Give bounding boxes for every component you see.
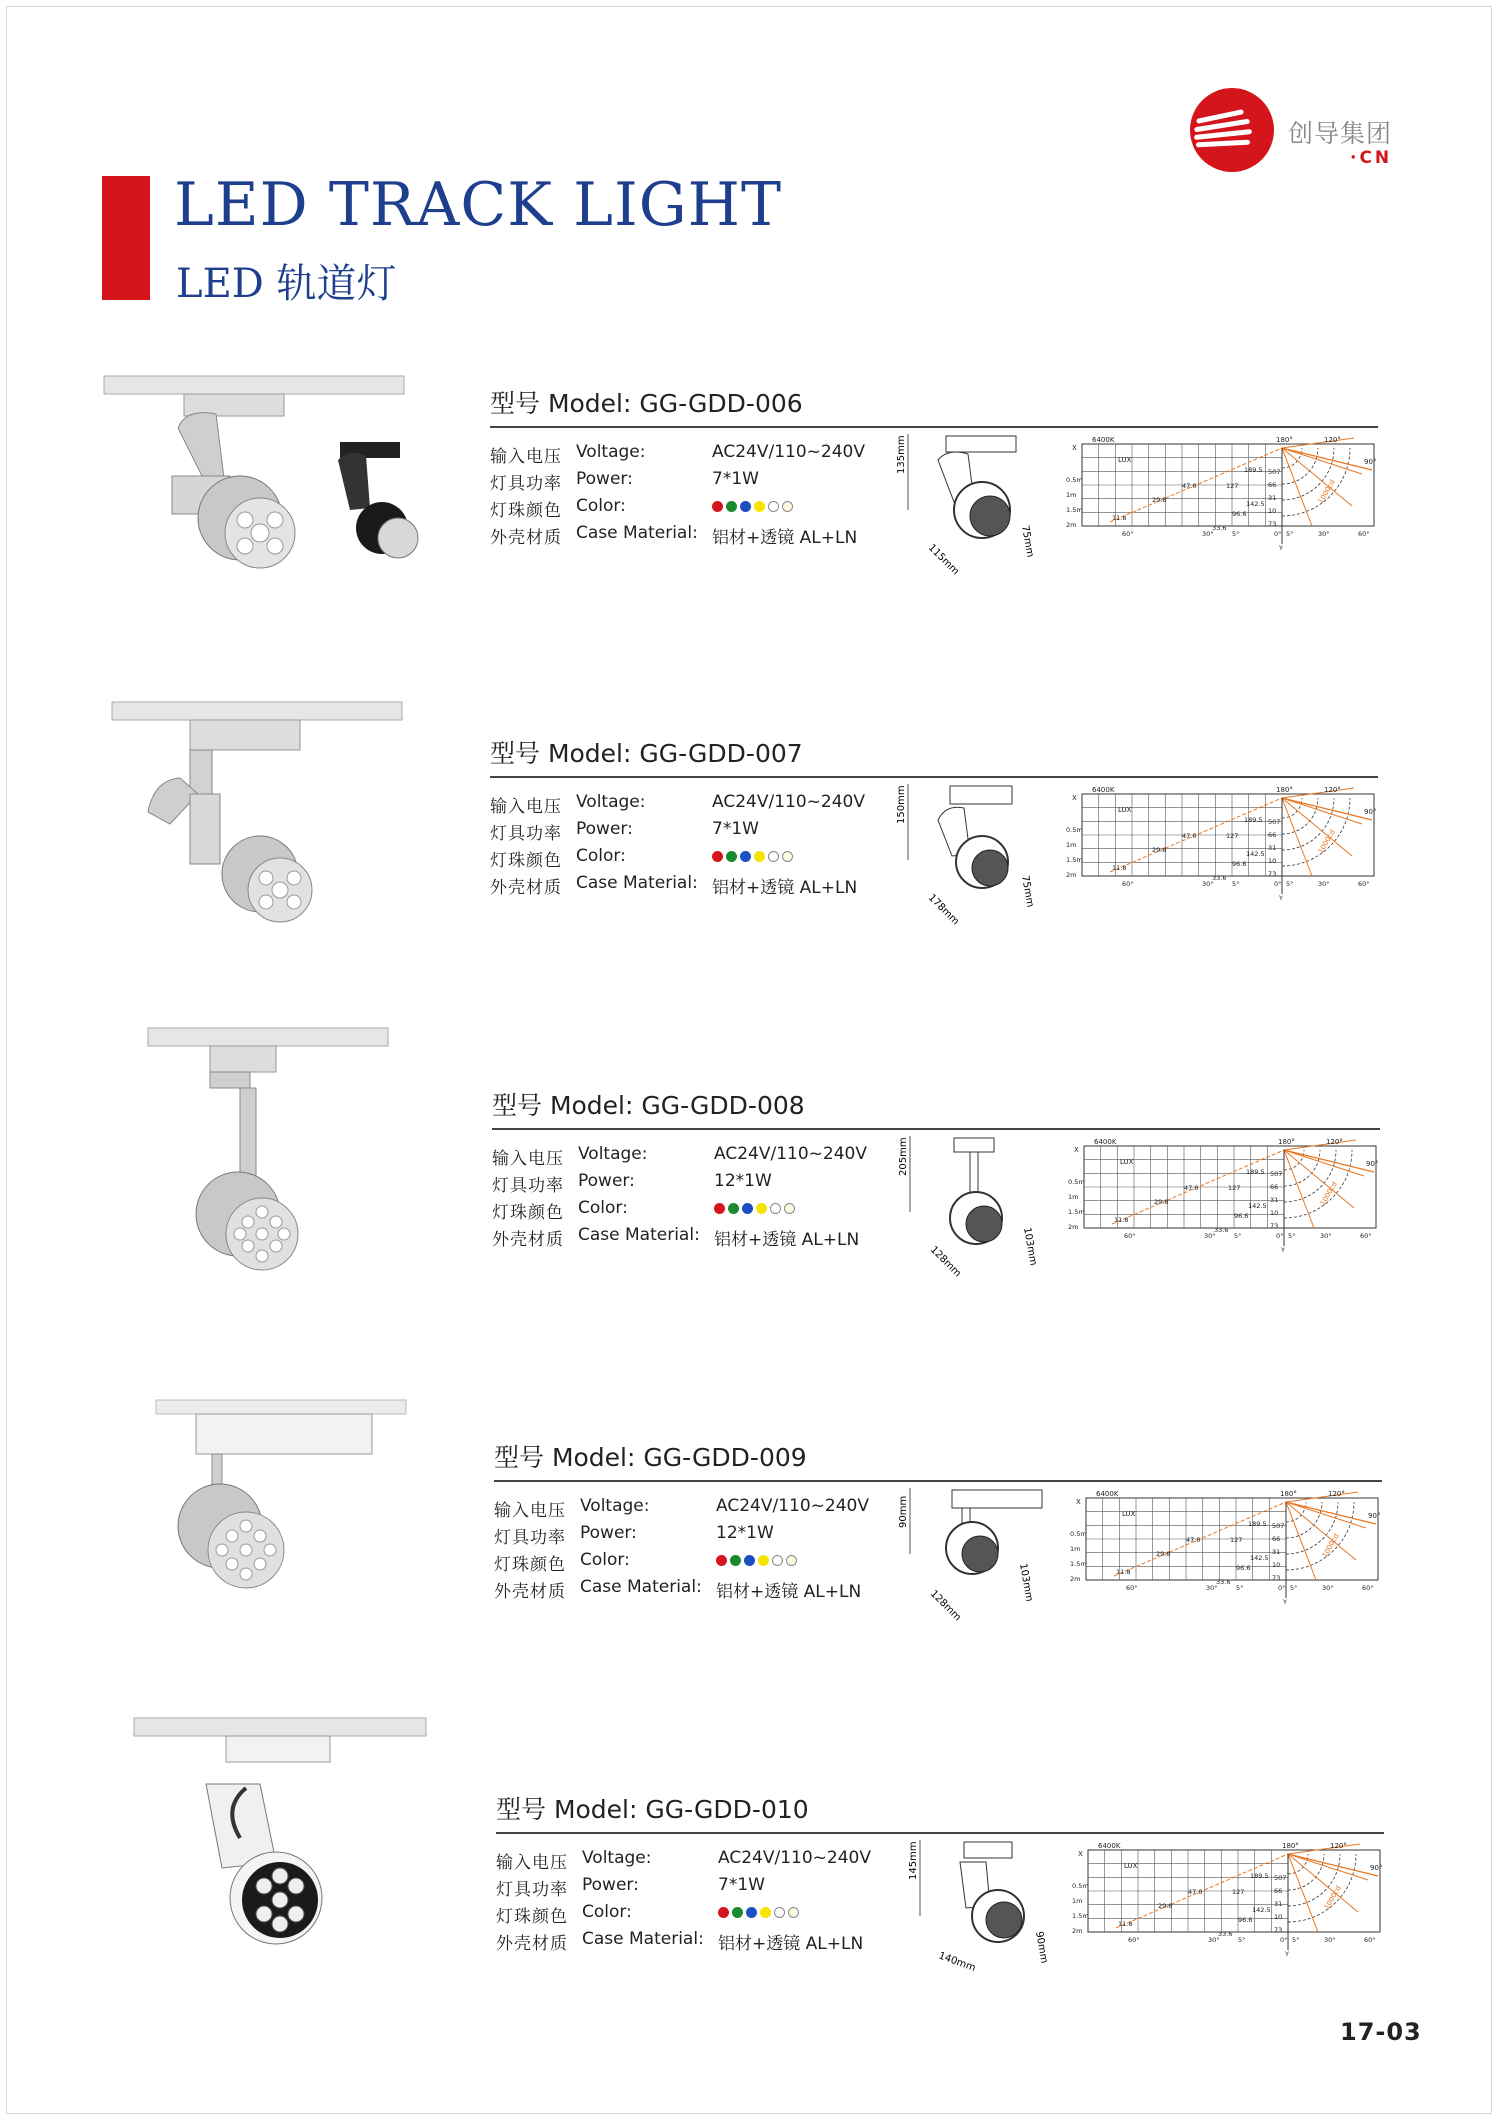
led-color-dot (730, 1555, 741, 1566)
dim-height: 135mm (896, 435, 907, 474)
led-color-dot (754, 851, 765, 862)
axis-x-label: X (1072, 794, 1077, 802)
beam-cd-label: 1000cd (1318, 1180, 1339, 1207)
lux-value: 47.0 (1182, 832, 1197, 840)
angle-label: 0° (1276, 1232, 1284, 1240)
lux-value: 96.6 (1232, 860, 1247, 868)
angle-label: 120° (1324, 436, 1341, 444)
lux-value: 31 (1268, 494, 1277, 502)
angle-label: 180° (1276, 786, 1293, 794)
iso-candela-arc (1288, 1854, 1356, 1922)
lux-value: 96.6 (1232, 510, 1247, 518)
led-color-dot (728, 1203, 739, 1214)
angle-label: 180° (1280, 1490, 1297, 1498)
dim-depth: 128mm (927, 1244, 963, 1280)
distance-label: 1m (1072, 1897, 1083, 1905)
lux-value: 73 (1270, 1222, 1279, 1230)
cct-label: 6400K (1096, 1490, 1119, 1498)
iso-candela-arc (1286, 1502, 1354, 1570)
lux-value: 33.6 (1216, 1578, 1231, 1586)
dim-diameter: 103mm (1021, 1226, 1039, 1267)
angle-label: 180° (1278, 1138, 1295, 1146)
dim-height: 145mm (908, 1841, 919, 1880)
lux-value: 66 (1268, 831, 1277, 839)
track-light-photo-010 (130, 1718, 460, 2038)
iso-candela-arc (1282, 798, 1350, 866)
model-divider (494, 1480, 1382, 1482)
lux-value: 96.6 (1236, 1564, 1251, 1572)
angle-label: 60° (1122, 880, 1134, 888)
angle-label: 60° (1364, 1936, 1376, 1944)
dim-depth: 178mm (925, 892, 961, 928)
lux-value: 507 (1272, 1522, 1285, 1530)
page-number: 17-03 (1340, 2018, 1422, 2046)
lux-value: 33.6 (1214, 1226, 1229, 1234)
lux-value: 10 (1274, 1913, 1283, 1921)
brand-domain: ·CN (1350, 148, 1393, 168)
distance-label: 2m (1072, 1927, 1083, 1935)
lux-value: 31 (1268, 844, 1277, 852)
model-number: 型号 Model: GG-GDD-006 (490, 389, 803, 418)
led-color-dot (774, 1907, 785, 1918)
lux-value: 96.6 (1238, 1916, 1253, 1924)
model-number: 型号 Model: GG-GDD-009 (494, 1443, 807, 1472)
angle-label: 0° (1278, 1584, 1286, 1592)
lux-value: 507 (1268, 818, 1281, 826)
model-number: 型号 Model: GG-GDD-007 (490, 739, 803, 768)
lux-value: 47.0 (1188, 1888, 1203, 1896)
lux-value: 47.0 (1184, 1184, 1199, 1192)
cct-label: 6400K (1094, 1138, 1117, 1146)
page-subtitle: LED 轨道灯 (176, 261, 397, 307)
angle-label: 90° (1364, 808, 1377, 816)
angle-label: 5° (1288, 1232, 1296, 1240)
led-color-dot (768, 851, 779, 862)
track-light-photo-007 (110, 694, 440, 1014)
spec-power: 灯具功率 Power: 12*1W (492, 1171, 772, 1196)
lux-value: 66 (1272, 1535, 1281, 1543)
led-color-dot (726, 501, 737, 512)
dim-diameter: 90mm (1033, 1930, 1050, 1965)
led-color-dot (746, 1907, 757, 1918)
led-color-dot (772, 1555, 783, 1566)
angle-label: 60° (1128, 1936, 1140, 1944)
lux-value: 189.5 (1244, 816, 1263, 824)
led-color-swatches (716, 1555, 797, 1566)
lux-label: LUX (1118, 806, 1132, 814)
lux-value: 47.0 (1182, 482, 1197, 490)
lux-value: 66 (1268, 481, 1277, 489)
distance-label: 2m (1066, 521, 1077, 529)
lux-value: 73 (1268, 520, 1277, 528)
angle-label: 90° (1366, 1160, 1379, 1168)
angle-label: 120° (1328, 1490, 1345, 1498)
light-distribution-chart-010 (1072, 1840, 1386, 1958)
cct-label: 6400K (1092, 436, 1115, 444)
angle-label: 0° (1274, 530, 1282, 538)
spec-power: 灯具功率 Power: 7*1W (496, 1875, 765, 1900)
lux-value: 10 (1268, 507, 1277, 515)
light-distribution-chart-007 (1066, 784, 1380, 902)
angle-label: 30° (1322, 1584, 1334, 1592)
spec-material: 外壳材质 Case Material: 铝材+透镜 AL+LN (494, 1577, 862, 1602)
angle-label: 90° (1364, 458, 1377, 466)
led-color-dot (784, 1203, 795, 1214)
brand-logo (1190, 88, 1450, 174)
dim-height: 90mm (898, 1495, 909, 1528)
track-light-photo-009 (150, 1396, 480, 1716)
spec-table (490, 792, 910, 900)
led-color-dot (760, 1907, 771, 1918)
product-gg-gdd-007 (0, 734, 1500, 1064)
angle-label: 120° (1324, 786, 1341, 794)
angle-label: 5° (1286, 880, 1294, 888)
led-color-swatches (712, 501, 793, 512)
model-divider (496, 1832, 1384, 1834)
distance-label: 1.5m (1066, 856, 1083, 864)
lux-value: 189.5 (1250, 1872, 1269, 1880)
dim-diameter: 103mm (1017, 1562, 1035, 1603)
logo-mark-icon (1190, 88, 1274, 172)
axis-y-label: Y (1279, 544, 1283, 552)
distance-label: 1.5m (1066, 506, 1083, 514)
lux-value: 10 (1272, 1561, 1281, 1569)
lux-value: 142.5 (1246, 850, 1265, 858)
spec-table (494, 1496, 914, 1604)
distance-label: 1.5m (1068, 1208, 1085, 1216)
model-number: 型号 Model: GG-GDD-008 (492, 1091, 805, 1120)
spec-color: 灯珠颜色 Color: (494, 1550, 914, 1577)
axis-y-label: Y (1281, 1246, 1285, 1254)
axis-x-label: X (1072, 444, 1077, 452)
distance-label: 0.5m (1066, 826, 1083, 834)
iso-candela-arc (1284, 1150, 1352, 1218)
led-color-dot (742, 1203, 753, 1214)
light-distribution-chart-008 (1068, 1136, 1382, 1254)
angle-label: 90° (1368, 1512, 1381, 1520)
led-color-dot (768, 501, 779, 512)
dim-depth: 115mm (925, 542, 961, 578)
dimension-drawing-009 (900, 1484, 1050, 1624)
angle-label: 180° (1282, 1842, 1299, 1850)
lux-value: 31 (1274, 1900, 1283, 1908)
led-color-dot (740, 501, 751, 512)
lux-label: LUX (1118, 456, 1132, 464)
track-light-photo-008 (140, 1026, 470, 1346)
led-color-swatches (718, 1907, 799, 1918)
lux-value: 73 (1268, 870, 1277, 878)
distance-label: 0.5m (1072, 1882, 1089, 1890)
lux-value: 33.6 (1218, 1930, 1233, 1938)
distance-label: 2m (1068, 1223, 1079, 1231)
lux-value: 127 (1226, 832, 1239, 840)
distance-label: 1m (1070, 1545, 1081, 1553)
lux-value: 127 (1228, 1184, 1241, 1192)
distance-label: 2m (1070, 1575, 1081, 1583)
led-color-dot (712, 501, 723, 512)
led-color-dot (788, 1907, 799, 1918)
angle-label: 5° (1234, 1232, 1242, 1240)
led-color-dot (758, 1555, 769, 1566)
angle-label: 60° (1360, 1232, 1372, 1240)
model-divider (490, 426, 1378, 428)
lux-value: 142.5 (1248, 1202, 1267, 1210)
angle-label: 30° (1318, 880, 1330, 888)
axis-y-label: Y (1283, 1598, 1287, 1606)
axis-x-label: X (1078, 1850, 1083, 1858)
lux-value: 29.8 (1156, 1550, 1171, 1558)
angle-label: 120° (1330, 1842, 1347, 1850)
led-color-dot (740, 851, 751, 862)
angle-label: 0° (1274, 880, 1282, 888)
angle-label: 90° (1370, 1864, 1383, 1872)
led-color-dot (770, 1203, 781, 1214)
lux-value: 29.8 (1154, 1198, 1169, 1206)
angle-label: 60° (1124, 1232, 1136, 1240)
led-color-dot (714, 1203, 725, 1214)
beam-cd-label: 1000cd (1322, 1884, 1343, 1911)
led-color-dot (786, 1555, 797, 1566)
lux-value: 127 (1226, 482, 1239, 490)
angle-label: 180° (1276, 436, 1293, 444)
spec-table (490, 442, 910, 550)
led-color-dot (756, 1203, 767, 1214)
product-gg-gdd-006 (0, 384, 1500, 714)
angle-label: 60° (1126, 1584, 1138, 1592)
led-color-dot (718, 1907, 729, 1918)
lux-value: 189.5 (1246, 1168, 1265, 1176)
led-color-dot (744, 1555, 755, 1566)
distance-label: 0.5m (1070, 1530, 1087, 1538)
led-color-swatches (712, 851, 793, 862)
angle-label: 30° (1208, 1936, 1220, 1944)
angle-label: 30° (1320, 1232, 1332, 1240)
led-color-swatches (714, 1203, 795, 1214)
distance-label: 2m (1066, 871, 1077, 879)
lux-value: 189.5 (1244, 466, 1263, 474)
angle-label: 30° (1206, 1584, 1218, 1592)
model-number: 型号 Model: GG-GDD-010 (496, 1795, 809, 1824)
distance-label: 1m (1066, 491, 1077, 499)
spec-power: 灯具功率 Power: 7*1W (490, 469, 759, 494)
angle-label: 30° (1202, 530, 1214, 538)
dim-diameter: 75mm (1019, 874, 1036, 909)
spec-voltage: 输入电压 Voltage: AC24V/110~240V (496, 1848, 871, 1873)
lux-value: 29.8 (1152, 846, 1167, 854)
distance-label: 0.5m (1066, 476, 1083, 484)
product-gg-gdd-010 (0, 1790, 1500, 2120)
spec-table (492, 1144, 912, 1252)
spec-color: 灯珠颜色 Color: (490, 496, 910, 523)
axis-x-label: X (1076, 1498, 1081, 1506)
dim-height: 205mm (898, 1137, 909, 1176)
angle-label: 30° (1324, 1936, 1336, 1944)
axis-x-label: X (1074, 1146, 1079, 1154)
led-color-dot (716, 1555, 727, 1566)
lux-value: 10 (1268, 857, 1277, 865)
cct-label: 6400K (1092, 786, 1115, 794)
axis-y-label: Y (1279, 894, 1283, 902)
lux-value: 29.8 (1152, 496, 1167, 504)
distance-label: 1.5m (1070, 1560, 1087, 1568)
axis-y-label: Y (1285, 1950, 1289, 1958)
lux-value: 142.5 (1250, 1554, 1269, 1562)
lux-value: 11.8 (1112, 864, 1127, 872)
angle-label: 5° (1292, 1936, 1300, 1944)
led-color-dot (754, 501, 765, 512)
led-color-dot (782, 851, 793, 862)
lux-value: 47.0 (1186, 1536, 1201, 1544)
angle-label: 30° (1318, 530, 1330, 538)
led-color-dot (732, 1907, 743, 1918)
beam-cd-label: 1000cd (1316, 828, 1337, 855)
spec-voltage: 输入电压 Voltage: AC24V/110~240V (490, 442, 865, 467)
page-title: LED TRACK LIGHT (174, 170, 782, 240)
lux-value: 96.6 (1234, 1212, 1249, 1220)
angle-label: 60° (1358, 530, 1370, 538)
lux-value: 127 (1232, 1888, 1245, 1896)
lux-value: 142.5 (1252, 1906, 1271, 1914)
light-distribution-chart-009 (1070, 1488, 1384, 1606)
lux-value: 66 (1270, 1183, 1279, 1191)
led-color-dot (712, 851, 723, 862)
model-divider (490, 776, 1378, 778)
distance-label: 0.5m (1068, 1178, 1085, 1186)
lux-value: 507 (1268, 468, 1281, 476)
dimension-drawing-006 (896, 430, 1048, 578)
led-color-dot (782, 501, 793, 512)
distance-label: 1m (1066, 841, 1077, 849)
lux-value: 507 (1274, 1874, 1287, 1882)
lux-value: 127 (1230, 1536, 1243, 1544)
angle-label: 60° (1362, 1584, 1374, 1592)
lux-value: 11.8 (1114, 1216, 1129, 1224)
beam-cd-label: 1000cd (1320, 1532, 1341, 1559)
dimension-drawing-007 (896, 780, 1048, 928)
lux-value: 11.8 (1116, 1568, 1131, 1576)
angle-label: 5° (1286, 530, 1294, 538)
cct-label: 6400K (1098, 1842, 1121, 1850)
spec-material: 外壳材质 Case Material: 铝材+透镜 AL+LN (496, 1929, 864, 1954)
distance-label: 1m (1068, 1193, 1079, 1201)
lux-label: LUX (1120, 1158, 1134, 1166)
dimension-drawing-008 (898, 1132, 1050, 1280)
angle-label: 5° (1232, 530, 1240, 538)
lux-label: LUX (1122, 1510, 1136, 1518)
led-color-dot (726, 851, 737, 862)
lux-value: 11.8 (1112, 514, 1127, 522)
lux-value: 73 (1272, 1574, 1281, 1582)
spec-voltage: 输入电压 Voltage: AC24V/110~240V (490, 792, 865, 817)
angle-label: 120° (1326, 1138, 1343, 1146)
angle-label: 30° (1204, 1232, 1216, 1240)
spec-material: 外壳材质 Case Material: 铝材+透镜 AL+LN (490, 523, 858, 548)
lux-value: 33.6 (1212, 524, 1227, 532)
angle-label: 60° (1358, 880, 1370, 888)
lux-value: 31 (1272, 1548, 1281, 1556)
angle-label: 5° (1290, 1584, 1298, 1592)
lux-value: 507 (1270, 1170, 1283, 1178)
beam-cd-label: 1000cd (1316, 478, 1337, 505)
dim-depth: 128mm (927, 1588, 963, 1624)
distance-label: 1.5m (1072, 1912, 1089, 1920)
angle-label: 30° (1202, 880, 1214, 888)
spec-power: 灯具功率 Power: 7*1W (490, 819, 759, 844)
light-distribution-chart-006 (1066, 434, 1380, 552)
brand-name: 创导集团 (1288, 119, 1393, 148)
dimension-drawing-010 (910, 1836, 1060, 1976)
spec-material: 外壳材质 Case Material: 铝材+透镜 AL+LN (490, 873, 858, 898)
spec-material: 外壳材质 Case Material: 铝材+透镜 AL+LN (492, 1225, 860, 1250)
angle-label: 5° (1232, 880, 1240, 888)
angle-label: 5° (1238, 1936, 1246, 1944)
spec-color: 灯珠颜色 Color: (492, 1198, 912, 1225)
product-gg-gdd-008 (0, 1086, 1500, 1416)
lux-label: LUX (1124, 1862, 1138, 1870)
lux-value: 10 (1270, 1209, 1279, 1217)
spec-voltage: 输入电压 Voltage: AC24V/110~240V (494, 1496, 869, 1521)
lux-value: 66 (1274, 1887, 1283, 1895)
lux-value: 11.8 (1118, 1920, 1133, 1928)
lux-value: 33.6 (1212, 874, 1227, 882)
spec-voltage: 输入电压 Voltage: AC24V/110~240V (492, 1144, 867, 1169)
angle-label: 60° (1122, 530, 1134, 538)
model-divider (492, 1128, 1380, 1130)
lux-value: 29.8 (1158, 1902, 1173, 1910)
lux-value: 189.5 (1248, 1520, 1267, 1528)
dim-diameter: 75mm (1019, 524, 1036, 559)
spec-table (496, 1848, 916, 1956)
spec-power: 灯具功率 Power: 12*1W (494, 1523, 774, 1548)
iso-candela-arc (1282, 448, 1350, 516)
angle-label: 0° (1280, 1936, 1288, 1944)
spec-color: 灯珠颜色 Color: (490, 846, 910, 873)
dim-depth: 140mm (936, 1950, 977, 1975)
spec-color: 灯珠颜色 Color: (496, 1902, 916, 1929)
angle-label: 5° (1236, 1584, 1244, 1592)
lux-value: 142.5 (1246, 500, 1265, 508)
dim-height: 150mm (896, 785, 907, 824)
lux-value: 73 (1274, 1926, 1283, 1934)
lux-value: 31 (1270, 1196, 1279, 1204)
track-light-photo-006 (100, 368, 430, 688)
title-accent-bar (102, 176, 150, 300)
